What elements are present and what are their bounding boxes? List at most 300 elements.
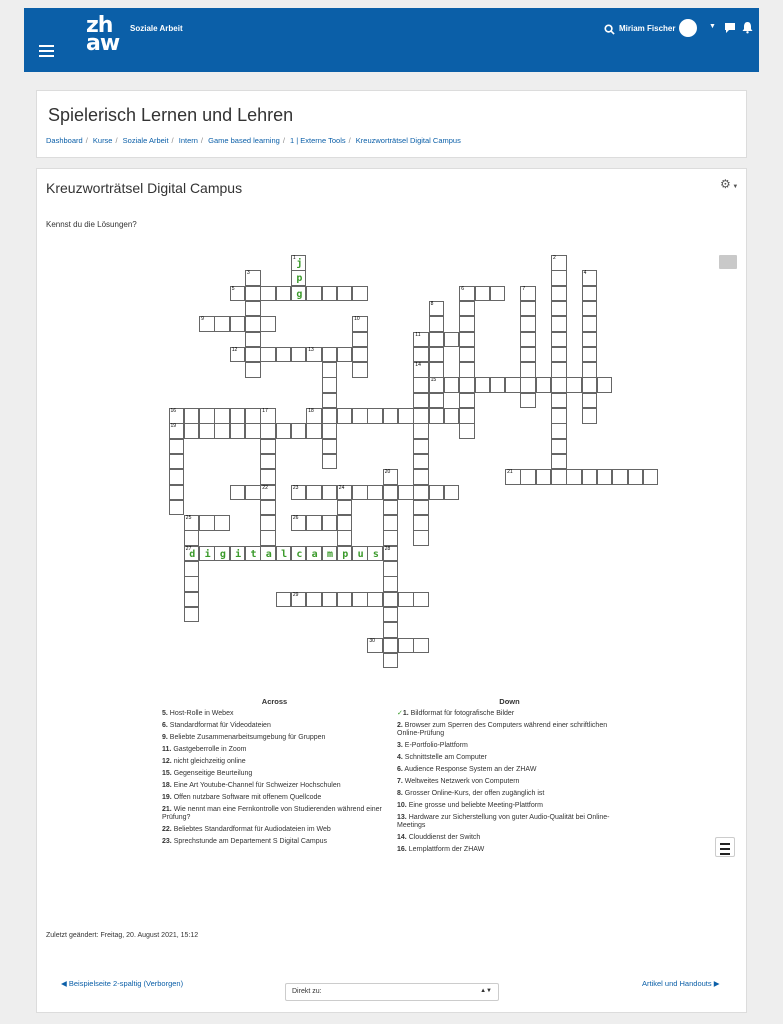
crossword-cell[interactable] (337, 408, 353, 424)
crossword-cell[interactable] (413, 515, 429, 531)
checkmark-icon: ✓ (397, 710, 403, 717)
crossword-cell[interactable] (429, 332, 445, 348)
crossword-cell[interactable] (291, 485, 307, 501)
crossword-cell[interactable] (520, 377, 536, 393)
crossword-cell[interactable] (184, 530, 200, 546)
crossword-cell[interactable] (230, 347, 246, 363)
crossword-cell[interactable] (306, 546, 322, 562)
crossword-cell[interactable] (398, 638, 414, 654)
crossword-cell[interactable] (322, 485, 338, 501)
crossword-cell[interactable] (276, 286, 292, 302)
crossword-cell[interactable] (245, 301, 261, 317)
crossword-cell[interactable] (276, 546, 292, 562)
clue-number: 22 (262, 484, 268, 491)
crossword-cell[interactable] (505, 377, 521, 393)
crossword-cell[interactable] (322, 546, 338, 562)
crossword-cell[interactable] (352, 485, 368, 501)
crossword-cell[interactable] (383, 622, 399, 638)
crossword-cell[interactable] (306, 485, 322, 501)
crossword-cell[interactable] (367, 638, 383, 654)
crossword-cell[interactable] (490, 377, 506, 393)
crossword-cell[interactable] (199, 515, 215, 531)
crossword-cell[interactable] (230, 485, 246, 501)
solved-letter: i (204, 548, 211, 560)
user-name[interactable]: Miriam Fischer (619, 24, 676, 33)
clue-number: 15 (430, 377, 437, 384)
crossword-cell[interactable] (184, 607, 200, 623)
crossword-cell[interactable] (184, 515, 200, 531)
crossword-cell[interactable] (245, 362, 261, 378)
activity-title: Kreuzworträtsel Digital Campus (46, 180, 243, 196)
crossword-cell[interactable] (582, 316, 598, 332)
crossword-cell[interactable] (429, 377, 445, 393)
clue-down: 10. Eine grosse und beliebte Meeting-Plattform (397, 802, 543, 809)
clue-number: 29 (292, 591, 299, 598)
clue-across: 23. Sprechstunde am Departement S Digital Campus (162, 838, 327, 845)
crossword-cell[interactable] (169, 423, 185, 439)
crossword-cell[interactable] (169, 408, 185, 424)
crossword-cell[interactable] (291, 286, 307, 302)
crossword-cell[interactable] (520, 393, 536, 409)
crossword-cell[interactable] (475, 377, 491, 393)
clue-number: 4 (583, 270, 587, 277)
crossword-cell[interactable] (245, 546, 261, 562)
crossword-cell[interactable] (551, 270, 567, 286)
search-icon[interactable] (604, 24, 615, 35)
crossword-cell[interactable] (398, 485, 414, 501)
crossword-cell[interactable] (459, 347, 475, 363)
crossword-cell[interactable] (475, 286, 491, 302)
crossword-cell[interactable] (459, 377, 475, 393)
fullscreen-icon[interactable] (719, 255, 737, 269)
crossword-cell[interactable] (551, 423, 567, 439)
crossword-cell[interactable] (582, 393, 598, 409)
crossword-cell[interactable] (383, 607, 399, 623)
crossword-cell[interactable] (260, 469, 276, 485)
crossword-cell[interactable] (413, 332, 429, 348)
clue-across: 12. nicht gleichzeitig online (162, 758, 246, 765)
crossword-cell[interactable] (383, 485, 399, 501)
crossword-cell[interactable] (413, 454, 429, 470)
crossword-cell[interactable] (230, 546, 246, 562)
crossword-cell[interactable] (582, 270, 598, 286)
clue-number: 21 (507, 469, 513, 476)
clue-number: 11 (415, 331, 421, 338)
crossword-cell[interactable] (184, 408, 200, 424)
crossword-cell[interactable] (169, 454, 185, 470)
crossword-cell[interactable] (260, 316, 276, 332)
crossword-cell[interactable] (352, 347, 368, 363)
crossword-cell[interactable] (459, 332, 475, 348)
crossword-cell[interactable] (276, 347, 292, 363)
crossword-cell[interactable] (199, 408, 215, 424)
clue-number: 24 (338, 484, 345, 491)
crossword-cell[interactable] (306, 515, 322, 531)
crossword-cell[interactable] (352, 286, 368, 302)
clue-number: 27 (185, 545, 192, 552)
crossword-cell[interactable] (429, 393, 445, 409)
crossword-cell[interactable] (214, 316, 230, 332)
crossword-cell[interactable] (444, 408, 460, 424)
crossword-cell[interactable] (429, 316, 445, 332)
solved-letter: s (372, 548, 379, 560)
crossword-cell[interactable] (551, 454, 567, 470)
crossword-cell[interactable] (306, 423, 322, 439)
crossword-cell[interactable] (429, 301, 445, 317)
crossword-cell[interactable] (582, 286, 598, 302)
next-activity-link[interactable]: Artikel und Handouts ▶ (642, 979, 720, 988)
crossword-cell[interactable] (383, 638, 399, 654)
crossword-cell[interactable] (337, 546, 353, 562)
clue-across: 22. Beliebtes Standardformat für Audiodateien im Web (162, 826, 331, 833)
crossword-cell[interactable] (306, 286, 322, 302)
crossword-cell[interactable] (628, 469, 644, 485)
crossword-cell[interactable] (322, 423, 338, 439)
crossword-cell[interactable] (337, 347, 353, 363)
crossword-cell[interactable] (184, 546, 200, 562)
breadcrumb-kreuzwortraetsel[interactable]: Kreuzworträtsel Digital Campus (355, 136, 461, 145)
crossword-cell[interactable] (230, 423, 246, 439)
solved-letter: g (219, 548, 226, 560)
crossword-cell[interactable] (245, 316, 261, 332)
crossword-cell[interactable] (260, 515, 276, 531)
crossword-cell[interactable] (245, 286, 261, 302)
crossword-cell[interactable] (306, 592, 322, 608)
crossword-cell[interactable] (322, 454, 338, 470)
clue-number: 14 (415, 362, 421, 369)
crossword-cell[interactable] (551, 377, 567, 393)
crossword-cell[interactable] (245, 347, 261, 363)
crossword-cell[interactable] (337, 286, 353, 302)
crossword-cell[interactable] (245, 423, 261, 439)
crossword-cell[interactable] (597, 469, 613, 485)
solved-letter: a (311, 548, 318, 560)
crossword-cell[interactable] (383, 515, 399, 531)
solved-letter: a (265, 548, 272, 560)
crossword-cell[interactable] (184, 576, 200, 592)
crossword-cell[interactable] (367, 592, 383, 608)
crossword-cell[interactable] (260, 408, 276, 424)
crossword-cell[interactable] (260, 439, 276, 455)
crossword-cell[interactable] (291, 515, 307, 531)
crossword-cell[interactable] (352, 546, 368, 562)
page-header (36, 90, 747, 158)
jump-to-select[interactable]: Direkt zu: ▲▼ (285, 983, 499, 1001)
crossword-cell[interactable] (245, 408, 261, 424)
crossword-cell[interactable] (444, 485, 460, 501)
crossword-cell[interactable] (367, 408, 383, 424)
brand-label: Soziale Arbeit (130, 24, 183, 33)
crossword-cell[interactable] (245, 485, 261, 501)
clues-down (397, 697, 622, 858)
crossword-cell[interactable] (413, 393, 429, 409)
crossword-cell[interactable] (429, 408, 445, 424)
gear-icon[interactable]: ⚙ ▼ (720, 177, 739, 191)
page-title: Spielerisch Lernen und Lehren (48, 105, 294, 125)
crossword-cell[interactable] (383, 469, 399, 485)
crossword-cell[interactable] (459, 408, 475, 424)
avatar[interactable] (679, 19, 697, 37)
crossword-cell[interactable] (352, 592, 368, 608)
clue-number: 2 (553, 255, 556, 261)
crossword-cell[interactable] (276, 592, 292, 608)
breadcrumb-intern[interactable]: Intern (178, 136, 198, 145)
crossword-cell[interactable] (337, 530, 353, 546)
crossword-cell[interactable] (291, 270, 307, 286)
solved-letter: t (250, 548, 257, 560)
crossword-cell[interactable] (398, 592, 414, 608)
crossword-cell[interactable] (260, 500, 276, 516)
crossword-cell[interactable] (169, 500, 185, 516)
crossword-cell[interactable] (582, 377, 598, 393)
crossword-cell[interactable] (383, 653, 399, 669)
crossword-cell[interactable] (291, 255, 307, 271)
crossword-cell[interactable] (551, 316, 567, 332)
clue-across: 6. Standardformat für Videodateien (162, 722, 271, 729)
crossword-cell[interactable] (260, 485, 276, 501)
crossword-cell[interactable] (383, 500, 399, 516)
crossword-cell[interactable] (260, 530, 276, 546)
crossword-cell[interactable] (230, 316, 246, 332)
crossword-cell[interactable] (337, 500, 353, 516)
crossword-cell[interactable] (383, 408, 399, 424)
crossword-cell[interactable] (566, 469, 582, 485)
crossword-cell[interactable] (536, 469, 552, 485)
solved-letter: p (342, 548, 349, 560)
zhaw-logo[interactable]: zh aw (86, 13, 120, 56)
clue-across: 21. Wie nennt man eine Fernkontrolle von Studierenden während einer Prüfung? (162, 806, 382, 821)
last-modified: Zuletzt geändert: Freitag, 20. August 2021, 15:12 (46, 932, 199, 939)
crossword-cell[interactable] (184, 423, 200, 439)
crossword-cell[interactable] (184, 592, 200, 608)
crossword-cell[interactable] (413, 423, 429, 439)
crossword-cell[interactable] (551, 362, 567, 378)
block-drawer-button[interactable] (715, 837, 735, 857)
crossword-cell[interactable] (214, 546, 230, 562)
crossword-cell[interactable] (444, 377, 460, 393)
crossword-cell[interactable] (169, 485, 185, 501)
crossword-cell[interactable] (383, 576, 399, 592)
breadcrumb-game-based-learning[interactable]: Game based learning (208, 136, 280, 145)
crossword-cell[interactable] (429, 347, 445, 363)
crossword-cell[interactable] (383, 561, 399, 577)
crossword-cell[interactable] (337, 485, 353, 501)
crossword-cell[interactable] (337, 592, 353, 608)
crossword-cell[interactable] (184, 561, 200, 577)
crossword-cell[interactable] (306, 347, 322, 363)
clues-across-heading: Across (261, 697, 288, 706)
prev-activity-link[interactable]: ◀ Beispielseite 2-spaltig (Verborgen) (61, 979, 184, 988)
clue-across: 11. Gastgeberrolle in Zoom (162, 746, 247, 753)
crossword-cell[interactable] (520, 362, 536, 378)
crossword-cell[interactable] (322, 362, 338, 378)
crossword-cell[interactable] (276, 423, 292, 439)
crossword-cell[interactable] (260, 546, 276, 562)
crossword-cell[interactable] (643, 469, 659, 485)
crossword-cell[interactable] (582, 408, 598, 424)
crossword-cell[interactable] (551, 393, 567, 409)
crossword-cell[interactable] (505, 469, 521, 485)
breadcrumb-externe-tools[interactable]: 1 | Externe Tools (290, 136, 346, 145)
crossword-cell[interactable] (413, 347, 429, 363)
crossword-cell[interactable] (413, 500, 429, 516)
clue-down: 4. Schnittstelle am Computer (397, 754, 487, 761)
crossword-cell[interactable] (551, 439, 567, 455)
crossword-cell[interactable] (352, 408, 368, 424)
breadcrumb-soziale-arbeit[interactable]: Soziale Arbeit (122, 136, 169, 145)
crossword-cell[interactable] (260, 423, 276, 439)
crossword-cell[interactable] (322, 408, 338, 424)
crossword-cell[interactable] (520, 332, 536, 348)
clue-number: 17 (262, 408, 268, 414)
crossword-cell[interactable] (520, 301, 536, 317)
crossword-cell[interactable] (367, 485, 383, 501)
solved-letter: p (296, 273, 303, 285)
clue-number: 9 (201, 316, 204, 323)
crossword-cell[interactable] (214, 408, 230, 424)
crossword-cell[interactable] (322, 347, 338, 363)
crossword-cell[interactable] (459, 393, 475, 409)
crossword-cell[interactable] (245, 270, 261, 286)
chevron-down-icon[interactable]: ▼ (709, 23, 716, 30)
crossword-cell[interactable] (230, 408, 246, 424)
bell-icon[interactable] (741, 21, 754, 34)
crossword-cell[interactable] (367, 546, 383, 562)
crossword-cell[interactable] (383, 530, 399, 546)
crossword-cell[interactable] (429, 485, 445, 501)
clue-list (162, 697, 622, 859)
crossword-cell[interactable] (459, 301, 475, 317)
crossword-cell[interactable] (413, 592, 429, 608)
clue-number: 23 (292, 484, 299, 491)
clue-number: 28 (384, 545, 391, 552)
crossword-cell[interactable] (169, 439, 185, 455)
crossword-cell[interactable] (459, 362, 475, 378)
crossword-cell[interactable] (291, 423, 307, 439)
clue-down: 14. Clouddienst der Switch (397, 834, 481, 841)
crossword-cell[interactable] (413, 469, 429, 485)
crossword-cell[interactable] (322, 286, 338, 302)
crossword-cell[interactable] (291, 546, 307, 562)
crossword-cell[interactable] (291, 592, 307, 608)
crossword-cell[interactable] (260, 286, 276, 302)
crossword-cell[interactable] (383, 546, 399, 562)
crossword-cell[interactable] (582, 332, 598, 348)
crossword-cell[interactable] (444, 332, 460, 348)
menu-hamburger-icon[interactable] (39, 45, 54, 58)
solved-letter: c (296, 548, 303, 560)
crossword-cell[interactable] (490, 286, 506, 302)
crossword-cell[interactable] (245, 332, 261, 348)
crossword-cell[interactable] (413, 638, 429, 654)
clue-number: 10 (354, 316, 360, 323)
clue-down: 2. Browser zum Sperren des Computers während einer schriftlichen Online-Prüfung (397, 722, 608, 737)
clue-across: 9. Beliebte Zusammenarbeitsumgebung für Gruppen (162, 734, 326, 741)
crossword-cell[interactable] (429, 362, 445, 378)
crossword-cell[interactable] (413, 408, 429, 424)
crossword-cell[interactable] (199, 546, 215, 562)
crossword-cell[interactable] (551, 469, 567, 485)
crossword-cell[interactable] (459, 286, 475, 302)
clue-number: 20 (384, 469, 391, 476)
crossword-cell[interactable] (199, 316, 215, 332)
crossword-cell[interactable] (520, 347, 536, 363)
crossword-cell[interactable] (551, 301, 567, 317)
crossword-cell[interactable] (582, 347, 598, 363)
crossword-cell[interactable] (199, 423, 215, 439)
crossword-cell[interactable] (413, 439, 429, 455)
crossword-cell[interactable] (398, 408, 414, 424)
clue-number: 8 (430, 300, 434, 307)
crossword-cell[interactable] (413, 530, 429, 546)
clue-down: 8. Grosser Online-Kurs, der offen zugänglich ist (397, 790, 545, 797)
crossword-cell[interactable] (322, 377, 338, 393)
clue-number: 19 (170, 423, 177, 430)
crossword-cell[interactable] (214, 515, 230, 531)
chat-icon[interactable] (724, 22, 736, 34)
crossword-cell[interactable] (551, 408, 567, 424)
crossword-cell[interactable] (551, 332, 567, 348)
clue-down: 6. Audience Response System an der ZHAW (397, 766, 537, 773)
solved-letter: i (235, 548, 242, 560)
crossword-cell[interactable] (459, 423, 475, 439)
clue-down: 13. Hardware zur Sicherstellung von guter Audio-Qualität bei Online-Meetings (397, 814, 610, 829)
crossword-cell[interactable] (520, 316, 536, 332)
crossword-cell[interactable] (322, 439, 338, 455)
crossword-cell[interactable] (413, 485, 429, 501)
crossword-cell[interactable] (597, 377, 613, 393)
crossword-cell[interactable] (306, 408, 322, 424)
crossword-cell[interactable] (566, 377, 582, 393)
crossword-cell[interactable] (551, 347, 567, 363)
crossword-cell[interactable] (413, 362, 429, 378)
crossword-cell[interactable] (612, 469, 628, 485)
crossword-cell[interactable] (383, 592, 399, 608)
crossword-cell[interactable] (260, 347, 276, 363)
crossword-cell[interactable] (582, 362, 598, 378)
crossword-cell[interactable] (459, 316, 475, 332)
crossword-cell[interactable] (352, 316, 368, 332)
crossword-cell[interactable] (551, 286, 567, 302)
crossword-cell[interactable] (230, 286, 246, 302)
crossword-cell[interactable] (322, 592, 338, 608)
clue-number: 1 (292, 255, 296, 261)
crossword-cell[interactable] (352, 332, 368, 348)
crossword-cell[interactable] (520, 286, 536, 302)
breadcrumb-dashboard[interactable]: Dashboard (46, 136, 83, 145)
clue-number: 5 (231, 285, 235, 292)
crossword-cell[interactable] (536, 377, 552, 393)
clues-down-heading: Down (499, 697, 520, 706)
crossword-cell[interactable] (169, 469, 185, 485)
crossword-cell[interactable] (214, 423, 230, 439)
clue-across: 5. Host-Rolle in Webex (162, 710, 234, 717)
crossword-cell[interactable] (582, 301, 598, 317)
crossword-cell[interactable] (291, 347, 307, 363)
crossword-cell[interactable] (260, 454, 276, 470)
crossword-cell[interactable] (322, 393, 338, 409)
crossword-cell[interactable] (322, 515, 338, 531)
crossword-cell[interactable] (520, 469, 536, 485)
clue-number: 25 (185, 515, 192, 522)
crossword-cell[interactable] (352, 362, 368, 378)
crossword-cell[interactable] (413, 377, 429, 393)
crossword-cell[interactable] (551, 255, 567, 271)
solved-letter: u (357, 548, 364, 560)
breadcrumb-kurse[interactable]: Kurse (92, 136, 113, 145)
crossword-cell[interactable] (337, 515, 353, 531)
crossword-cell[interactable] (582, 469, 598, 485)
